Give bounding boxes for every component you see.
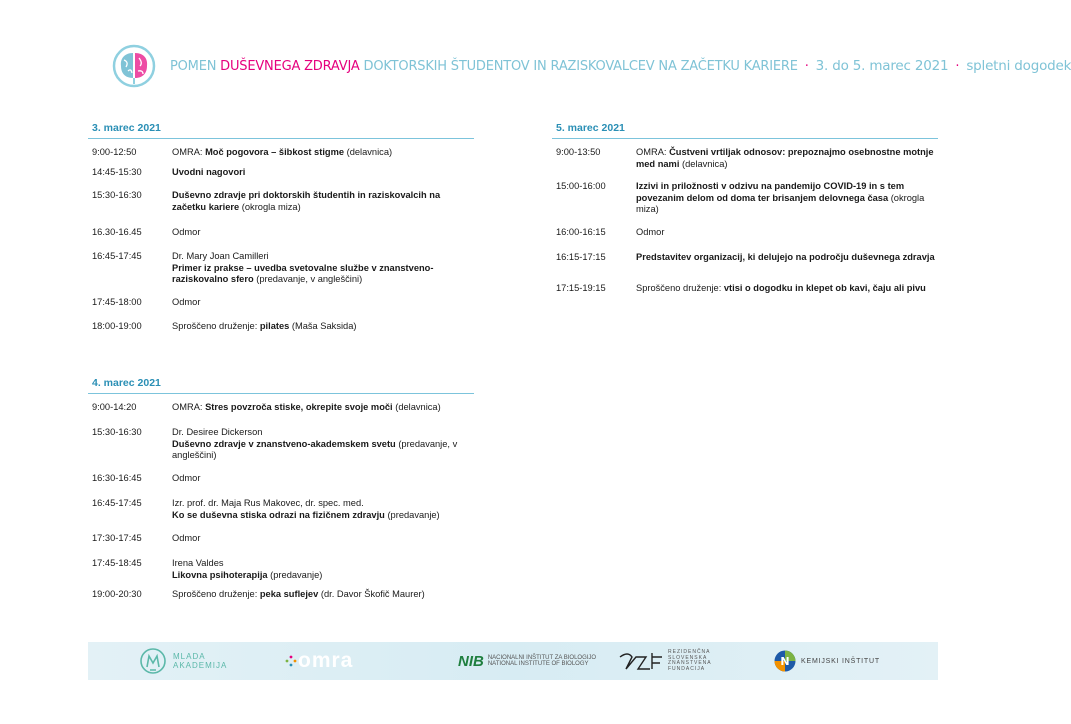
event-item: 9:00-14:20 OMRA: Stres povzroča stiske, okrepite svoje moči (delavnica) bbox=[92, 402, 441, 412]
event-item: 18:00-19:00 Sproščeno druženje: pilates (Maša Saksida) bbox=[92, 321, 357, 331]
event-item: 16:30-16:45 Odmor bbox=[92, 473, 201, 483]
speaker-name: Dr. Mary Joan Camilleri bbox=[172, 251, 269, 261]
omra-dots-icon bbox=[285, 655, 297, 667]
event-list bbox=[88, 139, 474, 337]
event-item: 17:45-18:00 Odmor bbox=[92, 297, 201, 307]
event-item: 15:30-16:30 Duševno zdravje pri doktorskih študentih in raziskovalcih na začetku kariere (okrogla miza) bbox=[92, 190, 441, 212]
brain-logo-icon bbox=[112, 44, 156, 88]
day-schedule-3 bbox=[552, 122, 938, 309]
event-item: 9:00-13:50 OMRA: Čustveni vrtiljak odnosov: prepoznajmo osebnostne motnje med nami (delavnica) bbox=[556, 147, 934, 169]
event-item: 17:15-19:15 Sproščeno druženje: vtisi o dogodku in klepet ob kavi, čaju ali pivu bbox=[556, 283, 926, 293]
event-item: 15:00-16:00 Izzivi in priložnosti v odzivu na pandemijo COVID-19 in s tem povezanim delom od doma ter brisanjem delovnega časa (okrogla miza) bbox=[556, 181, 925, 214]
svg-text:N: N bbox=[780, 655, 790, 668]
event-item: 9:00-12:50 OMRA: Moč pogovora – šibkost stigme (delavnica) bbox=[92, 147, 393, 157]
speaker-name: Dr. Desiree Dickerson bbox=[172, 427, 263, 437]
event-item: 17:45-18:45 Irena Valdes Likovna psihoterapija (predavanje) bbox=[88, 558, 474, 589]
event-type: spletni dogodek bbox=[966, 58, 1071, 74]
event-list bbox=[88, 394, 474, 605]
ki-hexagon-icon bbox=[773, 649, 797, 673]
page-header bbox=[112, 44, 1071, 88]
rzf-signature-icon bbox=[618, 649, 664, 673]
event-item: 14:45-15:30 Uvodni nagovori bbox=[92, 167, 246, 177]
rzf-logo: REZIDENČNA SLOVENSKA ZNANSTVENA FUNDACIJA bbox=[618, 642, 712, 680]
event-title: POMEN DUŠEVNEGA ZDRAVJA DOKTORSKIH ŠTUDENTOV IN RAZISKOVALCEV NA ZAČETKU KARIERE · 3. do 5. marec 2021 · spletni dogodek bbox=[170, 58, 1071, 74]
event-item: 17:30-17:45 Odmor bbox=[92, 533, 201, 543]
kemijski-institut-logo: N KEMIJSKI INŠTITUT bbox=[773, 642, 880, 680]
event-list bbox=[552, 139, 938, 309]
day-title: 5. marec 2021 bbox=[552, 122, 938, 139]
event-item: 16.30-16.45 Odmor bbox=[92, 227, 201, 237]
event-item: 15:30-16:30 Dr. Desiree Dickerson Duševno zdravje v znanstveno-akademskem svetu (predavanje, v angleščini) bbox=[88, 427, 474, 473]
event-item: 19:00-20:30 Sproščeno druženje: peka suflejev (dr. Davor Škofič Maurer) bbox=[92, 589, 425, 599]
day-schedule-2 bbox=[88, 377, 474, 605]
event-item: 16:00-16:15 Odmor bbox=[556, 227, 665, 237]
event-dates: 3. do 5. marec 2021 bbox=[815, 58, 949, 74]
omra-logo: omra bbox=[285, 642, 353, 680]
event-item: 16:45-17:45 Izr. prof. dr. Maja Rus Makovec, dr. spec. med. Ko se duševna stiska odrazi na fizičnem zdravju (predavanje) bbox=[88, 498, 474, 533]
mlada-akademija-icon bbox=[138, 646, 168, 676]
event-item: 16:15-17:15 Predstavitev organizacij, ki delujejo na področju duševnega zdravja bbox=[556, 252, 935, 262]
speaker-name: Irena Valdes bbox=[172, 558, 224, 568]
sponsor-footer bbox=[88, 642, 938, 680]
speaker-name: Izr. prof. dr. Maja Rus Makovec, dr. spec. med. bbox=[172, 498, 364, 508]
day-title: 3. marec 2021 bbox=[88, 122, 474, 139]
day-schedule-1 bbox=[88, 122, 474, 337]
event-item: 16:45-17:45 Dr. Mary Joan Camilleri Primer iz prakse – uvedba svetovalne službe v znanstveno-raziskovalno sfero (predavanje, v angleščini) bbox=[88, 251, 474, 297]
mlada-akademija-logo: MLADA AKADEMIJA bbox=[138, 642, 227, 680]
nib-logo: NIB NACIONALNI INŠTITUT ZA BIOLOGIJO NATIONAL INSTITUTE OF BIOLOGY bbox=[458, 652, 597, 670]
day-title: 4. marec 2021 bbox=[88, 377, 474, 394]
